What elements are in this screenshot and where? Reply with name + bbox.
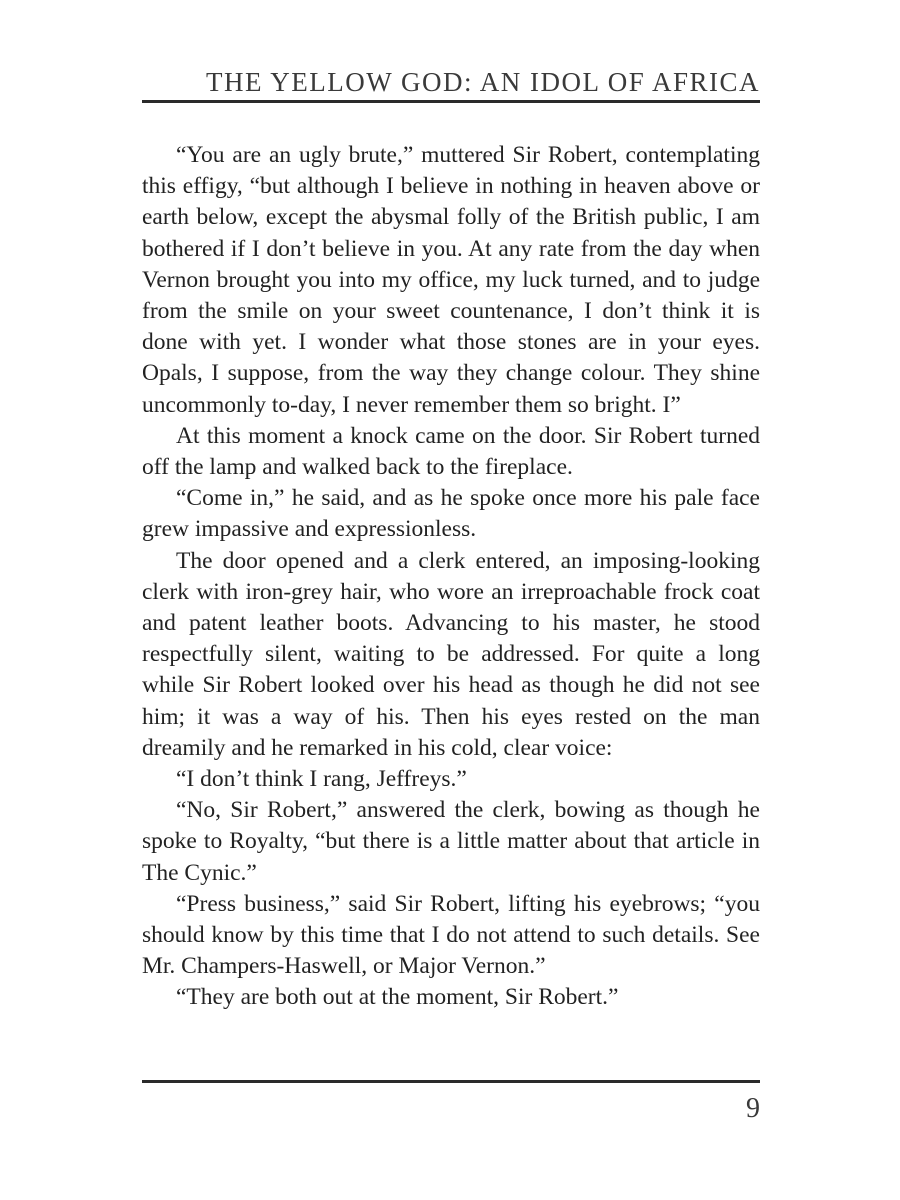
body-text — [142, 140, 760, 1014]
page-number: 9 — [746, 1093, 760, 1124]
paragraph: “I don’t think I rang, Jeffreys.” — [176, 766, 467, 793]
paragraph: “Press business,” said Sir Robert, lifting his eyebrows; “you should know by this time that I do not attend to such details. See Mr. Champers-Haswell, or Major Vernon.” — [142, 890, 760, 980]
paragraph: “They are both out at the moment, Sir Robert.” — [176, 984, 619, 1011]
running-head-title: THE YELLOW GOD: AN IDOL OF AFRICA — [206, 67, 760, 97]
paragraph: “Come in,” he said, and as he spoke once more his pale face grew impassive and expressionless. — [142, 485, 760, 543]
header-rule — [142, 100, 760, 103]
paragraph: The door opened and a clerk entered, an imposing-looking clerk with iron-grey hair, who wore an irreproachable frock coat and patent leather boots. Advancing to his master, he stood respectfully silent, waiting to be addressed. For quite a long while Sir Robert looked over his head as though he did not see him; it was a way of his. Then his eyes rested on the man dreamily and he remarked in his cold, clear voice: — [142, 547, 760, 761]
paragraph: “No, Sir Robert,” answered the clerk, bowing as though he spoke to Royalty, “but there is a little matter about that article in The Cynic.” — [142, 797, 760, 886]
paragraph: At this moment a knock came on the door. Sir Robert turned off the lamp and walked back to the fireplace. — [142, 422, 760, 481]
paragraph: “You are an ugly brute,” muttered Sir Robert, contemplating this effigy, “but although I believe in nothing in heaven above or earth below, except the abysmal folly of the British public, I am bothered if I don’t believe in you. At any rate from the day when Vernon brought you into my office, my luck turned, and to judge from the smile on your sweet countenance, I don’t think it is done with yet. I wonder what those stones are in your eyes. Opals, I suppose, from the way they change colour. They shine uncommonly to-day, I never remember them so bright. I” — [142, 142, 760, 418]
footer-rule — [142, 1080, 760, 1083]
